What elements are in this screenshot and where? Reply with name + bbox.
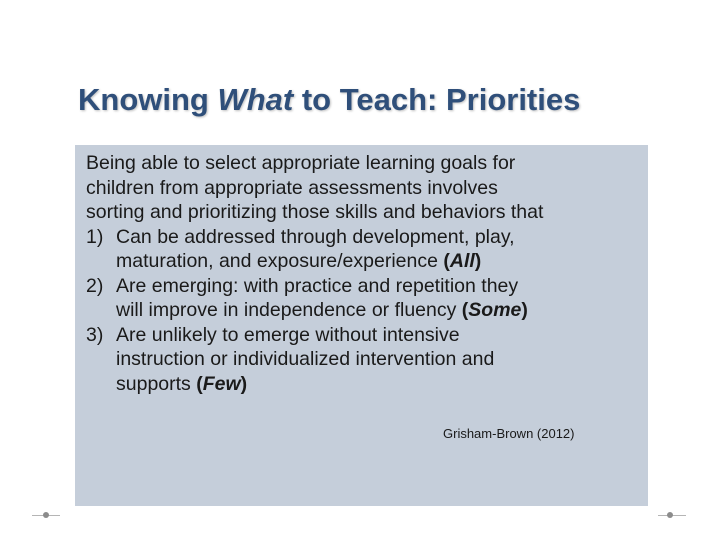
list-number: 1) <box>86 225 104 248</box>
list-item-some <box>86 274 646 323</box>
title-emphasis: What <box>217 82 294 117</box>
list-line <box>116 372 646 397</box>
list-number: 3) <box>86 323 104 346</box>
list-text: supports <box>116 372 197 395</box>
list-line <box>116 249 646 274</box>
close-paren: ) <box>521 299 528 321</box>
list-text: will improve in independence or fluency <box>116 299 462 321</box>
list-line <box>116 298 646 323</box>
open-paren: ( <box>461 299 469 321</box>
priority-list <box>86 225 646 397</box>
priority-label: Few <box>202 372 241 395</box>
title-part-3: to Teach: Priorities <box>293 82 581 117</box>
list-item-few <box>86 323 646 397</box>
list-item-all <box>86 225 646 274</box>
open-paren: ( <box>196 372 203 395</box>
slide-title <box>78 80 698 120</box>
list-line: Are unlikely to emerge without intensive <box>116 323 460 346</box>
bottom-right-dot <box>667 512 673 518</box>
citation: Grisham-Brown (2012) <box>443 426 575 441</box>
bottom-left-dot <box>43 512 49 518</box>
list-line: instruction or individualized intervention and <box>116 348 495 370</box>
close-paren: ) <box>240 372 248 395</box>
intro-line: Being able to select appropriate learning goals for <box>86 152 516 174</box>
open-paren: ( <box>443 250 450 272</box>
body-text <box>86 151 646 396</box>
intro-line: children from appropriate assessments involves <box>86 176 498 199</box>
title-part-1: Knowing <box>78 82 218 117</box>
list-line: Are emerging: with practice and repetition they <box>116 274 519 297</box>
list-text: maturation, and exposure/experience <box>116 250 444 272</box>
priority-label: Some <box>468 299 522 321</box>
close-paren: ) <box>474 250 482 272</box>
list-line: Can be addressed through development, play, <box>116 225 515 248</box>
intro-line: sorting and prioritizing those skills and behaviors that <box>86 201 544 223</box>
priority-label: All <box>449 250 475 272</box>
list-number: 2) <box>86 274 104 297</box>
